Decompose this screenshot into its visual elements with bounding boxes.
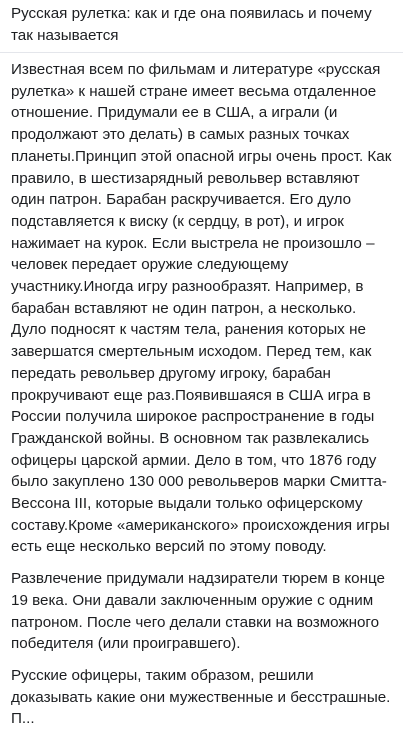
post-paragraph: Известная всем по фильмам и литературе «русская рулетка» к нашей стране имеет весьма отдаленное отношение. Придумали ее в США, а играли (и продолжают это делать) в самых разных точках планеты.Принцип этой опасной игры очень прост. Как правило, в шестизарядный револьвер вставляют один патрон. Барабан раскручивается. Его дуло подставляется к виску (к сердцу, в рот), и игрок нажимает на курок. Если выстрела не произошло – человек передает оружие следующему участнику.Иногда игру разнообразят. Например, в барабан вставляют не один патрон, а несколько. Дуло подносят к частям тела, ранения которых не завершатся смертельным исходом. Перед тем, как передать револьвер другому игроку, барабан прокручивают еще раз.Появившаяся в США игра в России получила широкое распространение в годы Гражданской войны. В основном так развлекались офицеры царской армии. Дело в том, что 1876 году было закуплено 130 000 револьверов марки Смитта-Вессона III, которые выдали только офицерскому составу.Кроме «американского» происхождения игры есть еще несколько версий по этому поводу.	[11, 61, 392, 556]
post-title: Русская рулетка: как и где она появилась и почему так называется	[11, 5, 372, 44]
post-body	[11, 59, 393, 730]
post-paragraph: Развлечение придумали надзиратели тюрем в конце 19 века. Они давали заключенным оружие с одним патроном. После чего делали ставки на возможного победителя (или проигравшего).	[11, 570, 385, 653]
post-paragraph: Русские офицеры, таким образом, решили доказывать какие они мужественные и бесстрашные. П...	[11, 666, 391, 728]
title-divider	[0, 52, 403, 53]
